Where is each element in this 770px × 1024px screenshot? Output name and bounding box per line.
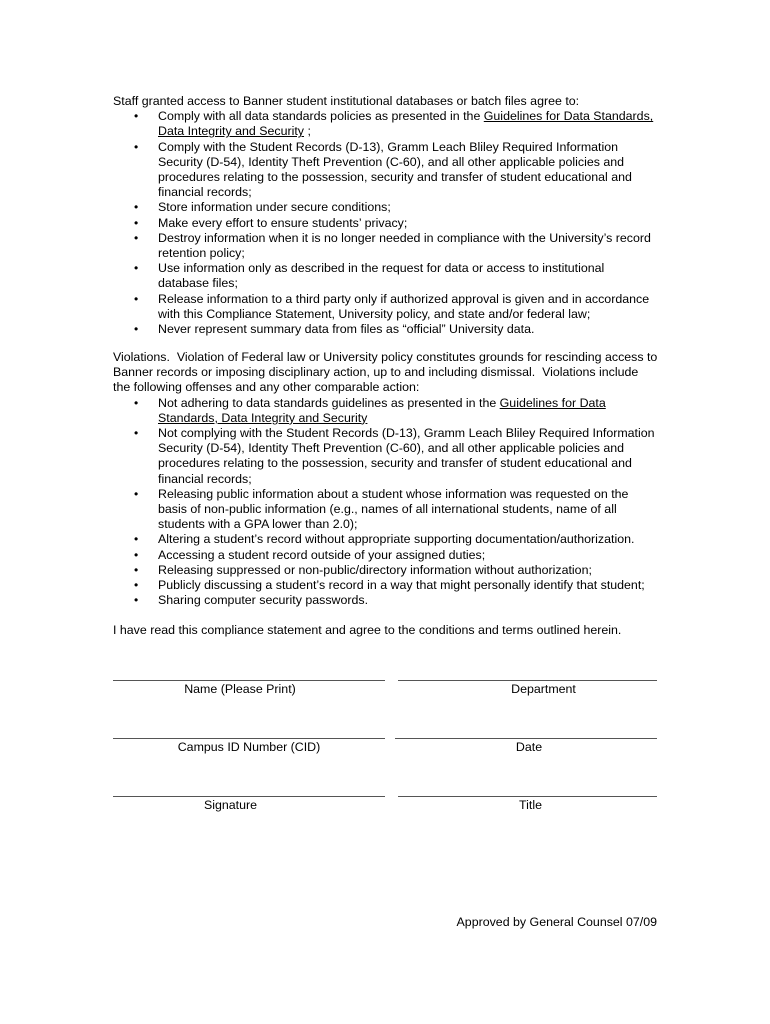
department-signature-line[interactable] bbox=[398, 680, 657, 681]
list-item: • Releasing public information about a student whose information was requested on the basis of non-public information (e.g., names of all international students, name of all students with a GPA lower than 2.0); bbox=[113, 487, 658, 533]
signature-label: Signature bbox=[203, 798, 258, 812]
title-signature-line[interactable] bbox=[398, 796, 657, 797]
list-item: • Store information under secure conditions; bbox=[113, 200, 658, 215]
title-label: Title bbox=[519, 798, 542, 812]
list-item: • Altering a student’s record without appropriate supporting documentation/authorization. bbox=[113, 532, 658, 547]
violations-paragraph: Violations. Violation of Federal law or University policy constitutes grounds for rescinding access to Banner records or imposing disciplinary action, up to and including dismissal. Violations include the following offenses and any other comparable action: bbox=[113, 350, 661, 395]
department-label: Department bbox=[511, 682, 576, 696]
name-signature-line[interactable] bbox=[113, 680, 385, 681]
intro-lead: Staff granted access to Banner student institutional databases or batch files agree to: bbox=[113, 94, 580, 108]
violations-heading: Violations. bbox=[113, 350, 170, 364]
guidelines-link: Guidelines for Data Standards, Data Integrity and Security bbox=[158, 395, 606, 425]
violations-section bbox=[113, 350, 661, 608]
list-item: • Destroy information when it is no longer needed in compliance with the University’s record retention policy; bbox=[113, 231, 658, 261]
agreement-statement: I have read this compliance statement and agree to the conditions and terms outlined herein. bbox=[113, 623, 622, 637]
list-item: • Use information only as described in the request for data or access to institutional database files; bbox=[113, 261, 658, 291]
list-item: • Releasing suppressed or non-public/directory information without authorization; bbox=[113, 563, 658, 578]
list-item: • Not adhering to data standards guidelines as presented in the Guidelines for Data Standards, Data Integrity and Security bbox=[113, 396, 658, 426]
signature-line[interactable] bbox=[113, 796, 385, 797]
list-item: • Publicly discussing a student’s record in a way that might personally identify that student; bbox=[113, 578, 658, 593]
intro-section bbox=[113, 94, 658, 337]
list-item: • Release information to a third party only if authorized approval is given and in accordance with this Compliance Statement, University policy, and state and/or federal law; bbox=[113, 292, 658, 322]
list-item: • Comply with the Student Records (D-13), Gramm Leach Bliley Required Information Security (D-54), Identity Theft Prevention (C-60), and all other applicable policies and procedures relating to the possession, security and transfer of student educational and financial records; bbox=[113, 140, 658, 201]
approval-footer: Approved by General Counsel 07/09 bbox=[456, 915, 657, 929]
list-item: • Never represent summary data from files as “official” University data. bbox=[113, 322, 658, 337]
cid-label: Campus ID Number (CID) bbox=[177, 740, 321, 754]
cid-signature-line[interactable] bbox=[113, 738, 385, 739]
list-item: • Not complying with the Student Records (D-13), Gramm Leach Bliley Required Information Security (D-54), Identity Theft Prevention (C-60), and all other applicable policies and procedures relating to the possession, security and transfer of student educational and financial records; bbox=[113, 426, 658, 487]
name-label: Name (Please Print) bbox=[184, 682, 296, 696]
date-label: Date bbox=[515, 740, 543, 754]
guidelines-link: Guidelines for Data Standards, Data Integrity and Security bbox=[158, 109, 654, 139]
list-item: • Comply with all data standards policies as presented in the Guidelines for Data Standards, Data Integrity and Security ; bbox=[113, 109, 658, 139]
date-signature-line[interactable] bbox=[395, 738, 657, 739]
list-item: • Sharing computer security passwords. bbox=[113, 593, 658, 608]
list-item: • Accessing a student record outside of your assigned duties; bbox=[113, 548, 658, 563]
intro-list bbox=[113, 109, 658, 337]
violations-list bbox=[113, 396, 658, 609]
list-item: • Make every effort to ensure students’ privacy; bbox=[113, 216, 658, 231]
